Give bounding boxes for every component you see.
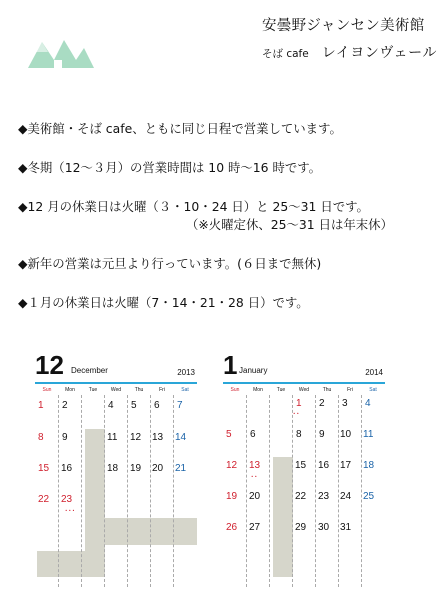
holiday-mark: • • • xyxy=(65,508,75,513)
day: 6 xyxy=(250,429,256,440)
day: 8 xyxy=(38,432,44,443)
day: 6 xyxy=(154,400,160,411)
year: 2014 xyxy=(365,368,383,377)
calendar-header xyxy=(223,352,385,382)
month-name: January xyxy=(239,366,268,375)
day: 19 xyxy=(226,491,238,502)
weekday-sun: Sun xyxy=(230,387,240,393)
month-rule xyxy=(35,382,197,384)
notice-line-3-sub: （※火曜定休、25～31 日は年末休） xyxy=(186,217,393,232)
weekday-wed: Wed xyxy=(110,387,122,393)
day: 2 xyxy=(62,400,68,411)
calendar-december xyxy=(35,352,197,587)
day: 15 xyxy=(38,463,50,474)
calendar-grid xyxy=(35,387,197,587)
weekday-fri: Fri xyxy=(347,387,353,393)
month-number: 1 xyxy=(223,350,238,380)
day: 7 xyxy=(177,400,183,411)
day: 21 xyxy=(175,463,187,474)
day: 1 xyxy=(38,400,44,411)
museum-name: 安曇野ジャンセン美術館 xyxy=(262,18,425,34)
notice-line-3: ◆12 月の休業日は火曜（３・10・24 日）と 25～31 日です。 xyxy=(18,199,369,214)
day: 10 xyxy=(340,429,352,440)
day: 5 xyxy=(226,429,232,440)
museum-logo xyxy=(24,34,96,70)
notice-line-4: ◆新年の営業は元旦より行っています。(６日まで無休) xyxy=(18,256,322,271)
closed-shade-year-end xyxy=(105,518,197,545)
month-name: December xyxy=(71,366,108,375)
day: 20 xyxy=(152,463,164,474)
weekday-sat: Sat xyxy=(181,387,189,393)
day: 4 xyxy=(108,400,114,411)
day: 11 xyxy=(107,432,118,443)
day: 27 xyxy=(249,522,261,533)
weekday-sun: Sun xyxy=(42,387,52,393)
day: 5 xyxy=(131,400,137,411)
day: 22 xyxy=(38,494,50,505)
weekday-tue: Tue xyxy=(88,387,98,393)
day: 4 xyxy=(365,398,371,409)
day: 17 xyxy=(340,460,352,471)
day: 29 xyxy=(295,522,307,533)
weekday-mon: Mon xyxy=(253,387,263,393)
year: 2013 xyxy=(177,368,195,377)
weekday-mon: Mon xyxy=(65,387,75,393)
day: 14 xyxy=(175,432,187,443)
notice-block xyxy=(18,121,418,311)
notice-line-2: ◆冬期（12～３月）の営業時間は 10 時～16 時です。 xyxy=(18,160,322,175)
day: 16 xyxy=(318,460,330,471)
closed-shade-tuesday xyxy=(273,457,293,577)
day: 9 xyxy=(62,432,68,443)
day: 31 xyxy=(340,522,352,533)
day: 22 xyxy=(295,491,307,502)
day: 24 xyxy=(340,491,352,502)
month-rule xyxy=(223,382,385,384)
calendar-january xyxy=(223,352,385,587)
day: 18 xyxy=(107,463,119,474)
day: 16 xyxy=(61,463,73,474)
holiday-mark: • • xyxy=(293,411,299,416)
holiday-mark: • • xyxy=(251,474,257,479)
day: 18 xyxy=(363,460,375,471)
weekday-tue: Tue xyxy=(276,387,286,393)
notice-line-5: ◆１月の休業日は火曜（7・14・21・28 日）です。 xyxy=(18,295,309,310)
calendar-grid xyxy=(223,387,385,587)
day: 3 xyxy=(342,398,348,409)
weekday-sat: Sat xyxy=(369,387,377,393)
day: 11 xyxy=(363,429,374,440)
day: 1 xyxy=(296,398,302,409)
weekday-fri: Fri xyxy=(159,387,165,393)
day: 20 xyxy=(249,491,261,502)
cafe-name: レイヨンヴェール xyxy=(321,45,437,61)
day: 9 xyxy=(319,429,325,440)
day: 13 xyxy=(249,460,261,471)
day: 23 xyxy=(61,494,73,505)
notice-line-1: ◆美術館・そば cafe、ともに同じ日程で営業しています。 xyxy=(18,121,342,136)
day: 12 xyxy=(130,432,142,443)
cafe-small-label: そば cafe xyxy=(262,48,309,60)
calendar-header xyxy=(35,352,197,382)
day: 30 xyxy=(318,522,330,533)
day: 8 xyxy=(296,429,302,440)
weekday-wed: Wed xyxy=(298,387,310,393)
day: 23 xyxy=(318,491,330,502)
day: 13 xyxy=(152,432,164,443)
weekday-thu: Thu xyxy=(134,387,144,393)
day: 25 xyxy=(363,491,375,502)
day: 26 xyxy=(226,522,238,533)
cafe-name-line xyxy=(262,42,437,62)
weekday-thu: Thu xyxy=(322,387,332,393)
closed-shade-week5 xyxy=(37,551,105,577)
day: 2 xyxy=(319,398,325,409)
day: 15 xyxy=(295,460,307,471)
day: 12 xyxy=(226,460,238,471)
month-number: 12 xyxy=(35,350,64,380)
day: 19 xyxy=(130,463,142,474)
